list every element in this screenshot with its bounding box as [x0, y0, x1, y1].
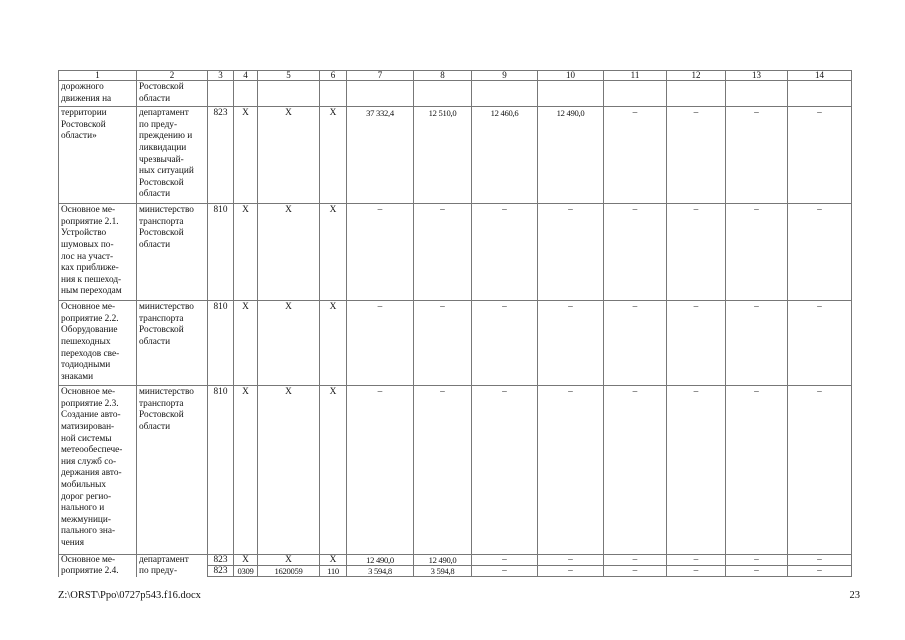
cell [258, 81, 320, 107]
cell: – [347, 386, 414, 555]
cell: – [667, 107, 726, 204]
column-number: 4 [234, 71, 258, 81]
cell: – [604, 204, 667, 301]
executor: департамент по преду- преждению и ликвидации чрезвычай- ных ситуаций Ростовской области [137, 107, 208, 204]
cell: 110 [320, 566, 347, 577]
measure-name: Основное ме- роприятие 2.1. Устройство шумовых по- лос на участ- ках приближе- ния к пешеход- ным переходам [59, 204, 137, 301]
page-number: 23 [849, 590, 860, 601]
cell: – [472, 386, 538, 555]
executor: департамент [137, 555, 208, 566]
cell: – [414, 301, 472, 386]
cell: 810 [208, 386, 234, 555]
cell: – [604, 386, 667, 555]
cell: Х [320, 386, 347, 555]
cell [414, 81, 472, 107]
cell: – [538, 566, 604, 577]
cell: 810 [208, 301, 234, 386]
cell: 12 490,0 [347, 555, 414, 566]
column-number: 6 [320, 71, 347, 81]
executor: по преду- [137, 566, 208, 577]
cell [788, 81, 852, 107]
cell: Х [234, 204, 258, 301]
column-number: 12 [667, 71, 726, 81]
measure-name: роприятие 2.4. [59, 566, 137, 577]
cell: 12 490,0 [414, 555, 472, 566]
cell: Х [320, 301, 347, 386]
cell: – [667, 566, 726, 577]
measure-name: Основное ме- роприятие 2.2. Оборудование пешеходных переходов све- тодиодными знаками [59, 301, 137, 386]
cell: 810 [208, 204, 234, 301]
measure-name: Основное ме- роприятие 2.3. Создание авто- матизирован- ной системы метеообеспече- ния служб со- держания авто- мобильных дорог регио- нального и межмуници- пального зна- чения [59, 386, 137, 555]
cell: – [788, 107, 852, 204]
table-row [59, 386, 852, 555]
cell: – [604, 301, 667, 386]
cell: – [726, 107, 788, 204]
column-number: 3 [208, 71, 234, 81]
cell: Х [258, 107, 320, 204]
cell: 0309 [234, 566, 258, 577]
column-number: 8 [414, 71, 472, 81]
cell: 823 [208, 566, 234, 577]
cell: – [667, 301, 726, 386]
cell [538, 81, 604, 107]
cell: – [604, 555, 667, 566]
cell: – [538, 204, 604, 301]
column-number: 7 [347, 71, 414, 81]
cell [604, 81, 667, 107]
cell: Х [258, 386, 320, 555]
cell: – [347, 204, 414, 301]
cell: – [726, 301, 788, 386]
cell: – [414, 386, 472, 555]
executor: Ростовской области [137, 81, 208, 107]
cell: Х [234, 555, 258, 566]
cell: – [726, 555, 788, 566]
executor: министерство транспорта Ростовской области [137, 204, 208, 301]
cell: – [347, 301, 414, 386]
cell: – [604, 566, 667, 577]
cell: Х [234, 386, 258, 555]
cell: 823 [208, 107, 234, 204]
table-row [59, 204, 852, 301]
cell: – [726, 566, 788, 577]
cell: Х [258, 301, 320, 386]
cell: – [667, 386, 726, 555]
column-number: 10 [538, 71, 604, 81]
measure-name: дорожного движения на [59, 81, 137, 107]
cell: – [538, 301, 604, 386]
cell: 1620059 [258, 566, 320, 577]
cell: – [538, 386, 604, 555]
column-number-row [59, 71, 852, 81]
cell: Х [320, 204, 347, 301]
cell: – [472, 301, 538, 386]
cell [208, 81, 234, 107]
cell: 823 [208, 555, 234, 566]
cell: – [788, 386, 852, 555]
column-number: 9 [472, 71, 538, 81]
cell [347, 81, 414, 107]
cell: Х [320, 555, 347, 566]
cell: Х [320, 107, 347, 204]
cell [472, 81, 538, 107]
cell: 12 490,0 [538, 107, 604, 204]
column-number: 14 [788, 71, 852, 81]
cell: 12 460,6 [472, 107, 538, 204]
table-row [59, 555, 852, 566]
column-number: 1 [59, 71, 137, 81]
cell: – [667, 204, 726, 301]
cell: 12 510,0 [414, 107, 472, 204]
cell: 37 332,4 [347, 107, 414, 204]
footer-file-path: Z:\ORST\Ppo\0727p543.f16.docx [58, 590, 201, 601]
column-number: 11 [604, 71, 667, 81]
executor: министерство транспорта Ростовской области [137, 301, 208, 386]
cell: 3 594,8 [414, 566, 472, 577]
cell: – [667, 555, 726, 566]
cell: Х [234, 301, 258, 386]
column-number: 13 [726, 71, 788, 81]
column-number: 2 [137, 71, 208, 81]
table-row [59, 566, 852, 577]
cell: – [472, 555, 538, 566]
cell: – [472, 566, 538, 577]
measure-name: территории Ростовской области» [59, 107, 137, 204]
column-number: 5 [258, 71, 320, 81]
cell [667, 81, 726, 107]
cell: – [726, 386, 788, 555]
cell [234, 81, 258, 107]
cell: – [472, 204, 538, 301]
cell: – [604, 107, 667, 204]
measure-name: Основное ме- [59, 555, 137, 566]
table-row [59, 107, 852, 204]
cell: – [538, 555, 604, 566]
cell: Х [258, 555, 320, 566]
program-table [58, 70, 852, 577]
cell: – [788, 555, 852, 566]
cell: Х [234, 107, 258, 204]
cell [320, 81, 347, 107]
cell: Х [258, 204, 320, 301]
cell: 3 594,8 [347, 566, 414, 577]
table-row [59, 301, 852, 386]
table-row [59, 81, 852, 107]
cell: – [726, 204, 788, 301]
cell: – [788, 204, 852, 301]
cell: – [788, 566, 852, 577]
cell [726, 81, 788, 107]
executor: министерство транспорта Ростовской области [137, 386, 208, 555]
cell: – [414, 204, 472, 301]
cell: – [788, 301, 852, 386]
